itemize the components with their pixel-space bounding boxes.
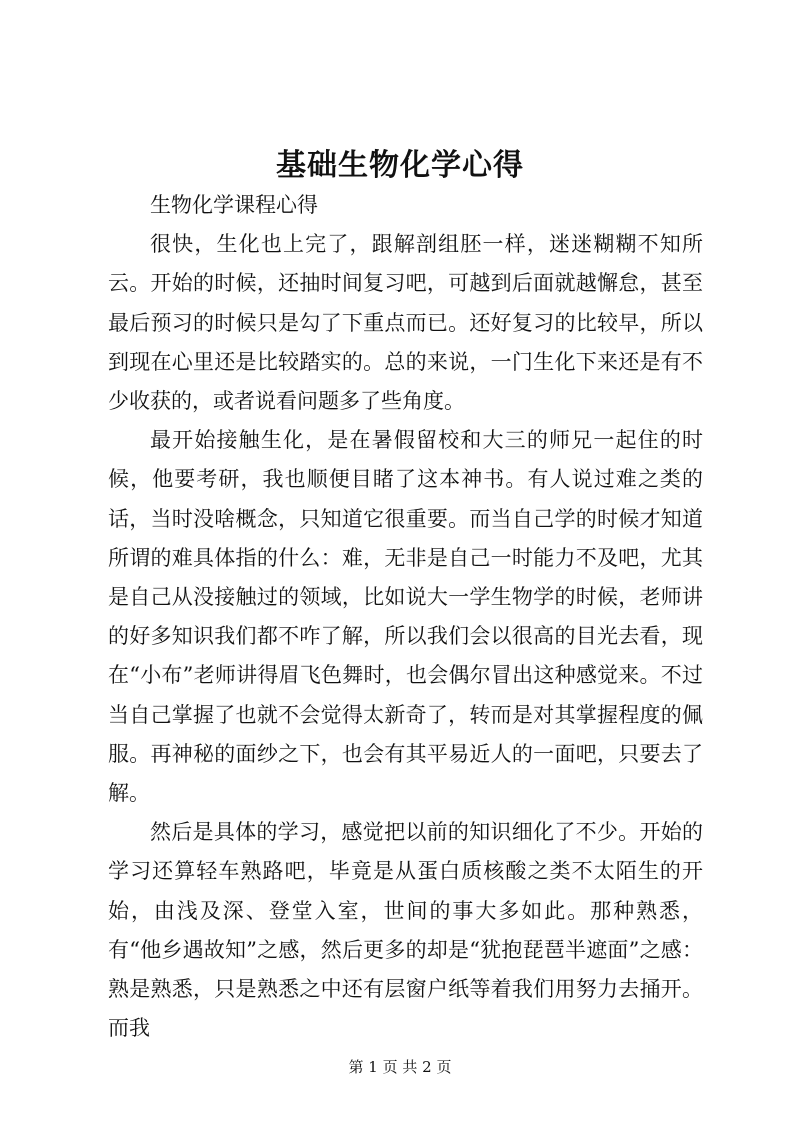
paragraph: 很快，生化也上完了，跟解剖组胚一样，迷迷糊糊不知所云。开始的时候，还抽时间复习吧，可越到后面就越懈怠，甚至最后预习的时候只是勾了下重点而已。还好复习的比较早，所以到现在心里还是比较踏实的。总的来说，一门生化下来还是有不少收获的，或者说看问题多了些角度。 — [108, 232, 703, 414]
paragraph: 然后是具体的学习，感觉把以前的知识细化了不少。开始的学习还算轻车熟路吧，毕竟是从蛋白质核酸之类不太陌生的开始，由浅及深、登堂入室，世间的事大多如此。那种熟悉，有“他乡遇故知”之感，然后更多的却是“犹抱琵琶半遮面”之感：熟是熟悉，只是熟悉之中还有层窗户纸等着我们用努力去捅开。而我 — [108, 820, 703, 1041]
document-body — [108, 186, 703, 1048]
paragraph: 最开始接触生化，是在暑假留校和大三的师兄一起住的时候，他要考研，我也顺便目睹了这本神书。有人说过难之类的话，当时没啥概念，只知道它很重要。而当自己学的时候才知道所谓的难具体指的什么：难，无非是自己一时能力不及吧，尤其是自己从没接触过的领域，比如说大一学生物学的时候，老师讲的好多知识我们都不咋了解，所以我们会以很高的目光去看，现在“小布”老师讲得眉飞色舞时，也会偶尔冒出这种感觉来。不过当自己掌握了也就不会觉得太新奇了，转而是对其掌握程度的佩服。再神秘的面纱之下，也会有其平易近人的一面吧，只要去了解。 — [108, 428, 703, 806]
document-subtitle: 生物化学课程心得 — [150, 193, 318, 217]
page-footer: 第 1 页 共 2 页 — [348, 1058, 452, 1076]
document-title: 基础生物化学心得 — [276, 148, 524, 183]
